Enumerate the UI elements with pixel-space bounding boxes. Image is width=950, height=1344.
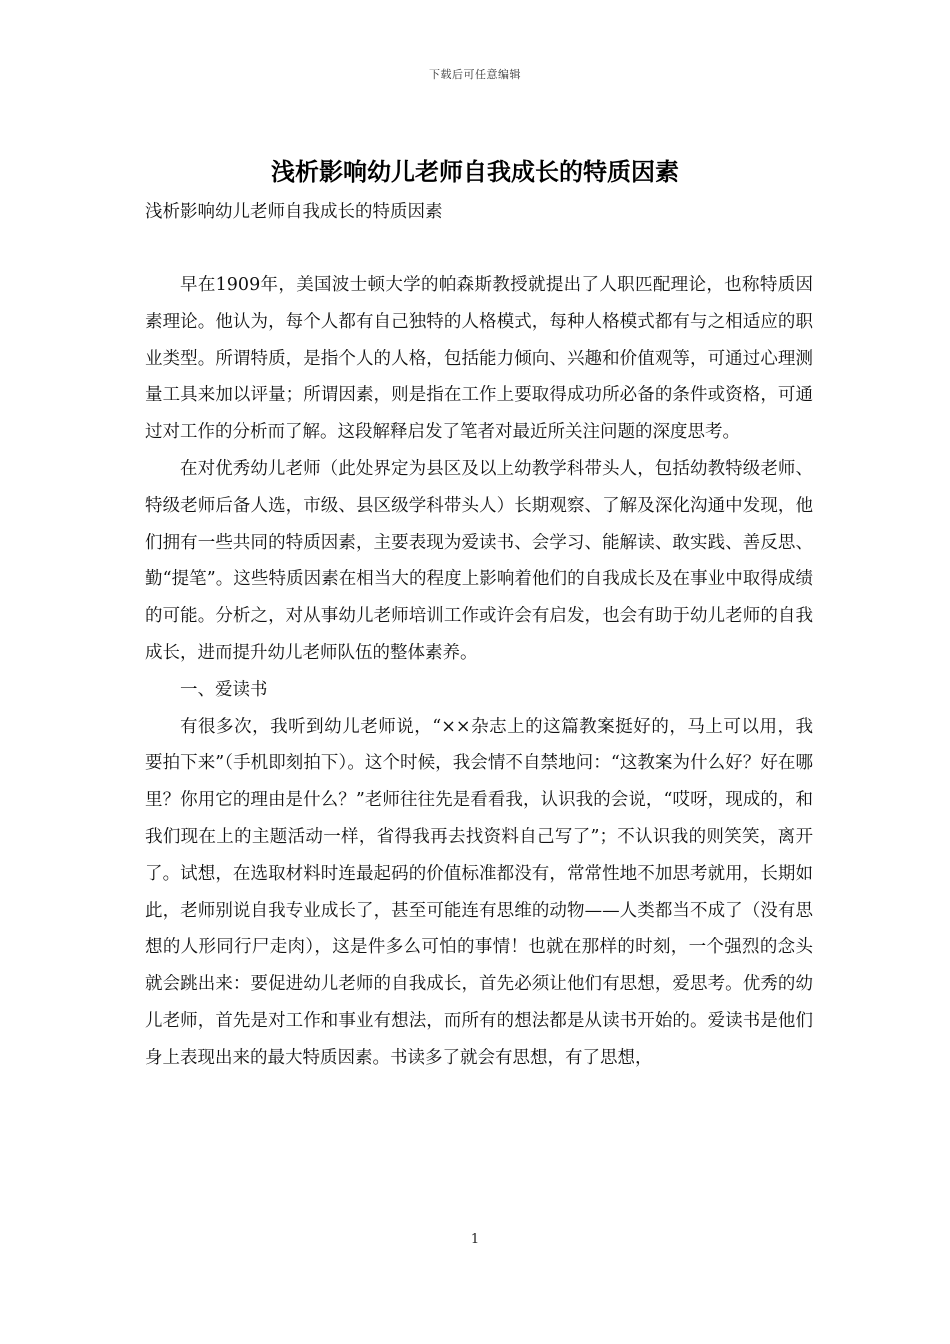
page-number: 1 bbox=[470, 1232, 480, 1247]
paragraph-observation: 在对优秀幼儿老师（此处界定为县区及以上幼教学科带头人，包括幼教特级老师、特级老师后备人选，市级、县区级学科带头人）长期观察、了解及深化沟通中发现，他们拥有一些共同的特质因素，主要表现为爱读书、会学习、能解读、敢实践、善反思、勤“提笔”。这些特质因素在相当大的程度上影响着他们的自我成长及在事业中取得成绩的可能。分析之，对从事幼儿老师培训工作或许会有启发，也会有助于幼儿老师的自我成长，进而提升幼儿老师队伍的整体素养。 bbox=[145, 458, 813, 663]
paragraph-love-reading: 有很多次，我听到幼儿老师说，“××杂志上的这篇教案挺好的，马上可以用，我要拍下来”（手机即刻拍下）。这个时候，我会情不自禁地问：“这教案为什么好？好在哪里？你用它的理由是什么？”老师往往先是看看我，认识我的会说，“哎呀，现成的，和我们现在上的主题活动一样，省得我再去找资料自己写了”；不认识我的则笑笑，离开了。试想，在选取材料时连最起码的价值标准都没有，常常性地不加思考就用，长期如此，老师别说自我专业成长了，甚至可能连有思维的动物——人类都当不成了（没有思想的人形同行尸走肉），这是件多么可怕的事情！也就在那样的时刻，一个强烈的念头就会跳出来：要促进幼儿老师的自我成长，首先必须让他们有思想，爱思考。优秀的幼儿老师，首先是对工作和事业有想法，而所有的想法都是从读书开始的。爱读书是他们身上表现出来的最大特质因素。书读多了就会有思想，有了思想， bbox=[145, 716, 813, 1068]
section-heading-love-reading: 一、爱读书 bbox=[180, 679, 268, 700]
paragraph-intro: 早在1909年，美国波士顿大学的帕森斯教授就提出了人职匹配理论，也称特质因素理论。他认为，每个人都有自己独特的人格模式，每种人格模式都有与之相适应的职业类型。所谓特质，是指个人的人格，包括能力倾向、兴趣和价值观等，可通过心理测量工具来加以评量；所谓因素，则是指在工作上要取得成功所必备的条件或资格，可通过对工作的分析而了解。这段解释启发了笔者对最近所关注问题的深度思考。 bbox=[145, 275, 813, 443]
document-title: 浅析影响幼儿老师自我成长的特质因素 bbox=[271, 158, 679, 186]
document-body bbox=[145, 267, 813, 1077]
document-subtitle: 浅析影响幼儿老师自我成长的特质因素 bbox=[145, 202, 443, 222]
page-header-note: 下载后可任意编辑 bbox=[429, 68, 521, 81]
